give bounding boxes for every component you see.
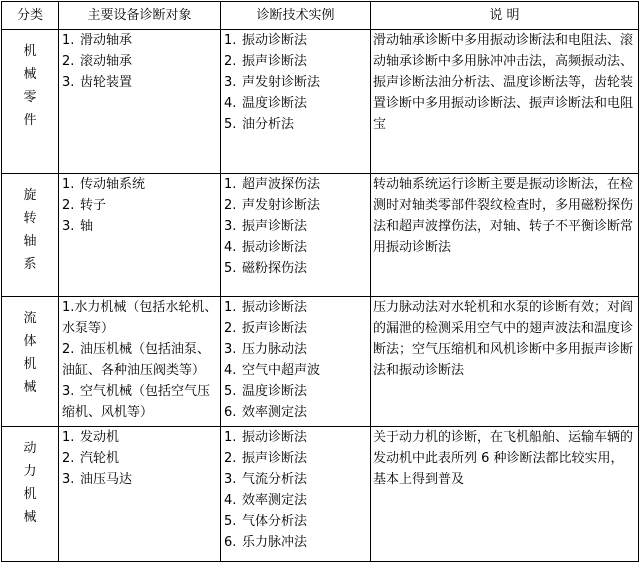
item-number: 2. bbox=[224, 54, 237, 69]
description-cell: 转动轴系统运行诊断主要是振动诊断法，在检测时对轴类零部件裂纹检查时，多用磁粉探伤法和超声波撑伤法，对轴、转子不平衡诊断常用振动诊断法 bbox=[371, 174, 639, 297]
list-item bbox=[224, 297, 370, 318]
list-item bbox=[224, 237, 370, 258]
list-item bbox=[62, 174, 220, 195]
item-number: 5. bbox=[224, 384, 237, 399]
category-char: 件 bbox=[23, 113, 37, 128]
list-item bbox=[62, 427, 220, 448]
item-number: 2. bbox=[62, 451, 75, 466]
category-char: 械 bbox=[23, 67, 37, 82]
item-number: 4. bbox=[224, 240, 237, 255]
list-item bbox=[224, 469, 370, 490]
table-row bbox=[2, 30, 639, 174]
category-cell bbox=[2, 174, 59, 297]
item-number: 3. bbox=[224, 75, 237, 90]
item-text: 声发射诊断法 bbox=[242, 75, 321, 90]
list-item bbox=[224, 532, 370, 553]
category-char: 械 bbox=[23, 380, 37, 395]
category-char: 体 bbox=[23, 334, 37, 349]
item-text: 压力脉动法 bbox=[242, 342, 308, 357]
list-item bbox=[62, 381, 220, 423]
header-category: 分类 bbox=[2, 2, 59, 30]
list-item bbox=[62, 339, 220, 381]
description-cell: 关于动力机的诊断，在飞机船舶、运输车辆的发动机中此表所列 6 种诊断法都比较实用，基本上得到普及 bbox=[371, 427, 639, 562]
objects-cell bbox=[59, 297, 221, 427]
item-text: 油分析法 bbox=[242, 117, 295, 132]
item-number: 1. bbox=[62, 430, 75, 445]
list-item bbox=[224, 427, 370, 448]
list-item bbox=[62, 469, 220, 490]
item-number: 4. bbox=[224, 363, 237, 378]
category-char: 机 bbox=[23, 44, 37, 59]
category-char: 机 bbox=[23, 357, 37, 372]
list-item bbox=[62, 448, 220, 469]
list-item bbox=[62, 72, 220, 93]
item-text: 振声诊断法 bbox=[242, 451, 308, 466]
list-item bbox=[224, 511, 370, 532]
item-text: 滑动轴承 bbox=[80, 33, 133, 48]
item-number: 3. bbox=[224, 342, 237, 357]
objects-cell bbox=[59, 30, 221, 174]
list-item bbox=[224, 448, 370, 469]
techniques-cell bbox=[221, 174, 371, 297]
item-text: 水力机械（包括水轮机、水泵等） bbox=[62, 300, 218, 336]
item-text: 汽轮机 bbox=[80, 451, 120, 466]
item-number: 2. bbox=[224, 321, 237, 336]
item-number: 6. bbox=[224, 535, 237, 550]
item-number: 5. bbox=[224, 117, 237, 132]
item-text: 振动诊断法 bbox=[242, 240, 308, 255]
item-text: 转子 bbox=[80, 198, 107, 213]
item-text: 扳声诊断法 bbox=[242, 321, 308, 336]
item-text: 发动机 bbox=[80, 430, 120, 445]
list-item bbox=[224, 93, 370, 114]
item-text: 油压机械（包括油泵、油缸、各种油压阀类等） bbox=[62, 342, 211, 378]
item-text: 效率测定法 bbox=[242, 493, 308, 508]
item-text: 超声波探伤法 bbox=[242, 177, 321, 192]
item-number: 1. bbox=[62, 300, 75, 315]
objects-cell bbox=[59, 174, 221, 297]
list-item bbox=[224, 258, 370, 279]
category-char: 轴 bbox=[23, 234, 37, 249]
objects-cell bbox=[59, 427, 221, 562]
item-number: 1. bbox=[224, 300, 237, 315]
item-number: 2. bbox=[62, 54, 75, 69]
item-text: 油压马达 bbox=[80, 472, 133, 487]
item-number: 1. bbox=[224, 33, 237, 48]
item-text: 乐力脉冲法 bbox=[242, 535, 308, 550]
list-item bbox=[224, 490, 370, 511]
item-number: 3. bbox=[62, 219, 75, 234]
list-item bbox=[224, 195, 370, 216]
list-item bbox=[62, 51, 220, 72]
techniques-cell bbox=[221, 297, 371, 427]
category-cell bbox=[2, 297, 59, 427]
item-number: 1. bbox=[62, 33, 75, 48]
category-char: 系 bbox=[23, 257, 37, 272]
diagnosis-table bbox=[1, 1, 639, 562]
item-number: 1. bbox=[224, 177, 237, 192]
item-number: 2. bbox=[224, 451, 237, 466]
list-item bbox=[224, 114, 370, 135]
techniques-cell bbox=[221, 30, 371, 174]
list-item bbox=[224, 402, 370, 423]
item-number: 4. bbox=[224, 96, 237, 111]
list-item bbox=[62, 30, 220, 51]
item-text: 温度诊断法 bbox=[242, 384, 308, 399]
header-objects: 主要设备诊断对象 bbox=[59, 2, 221, 30]
item-number: 2. bbox=[224, 198, 237, 213]
item-text: 磁粉探伤法 bbox=[242, 261, 308, 276]
item-number: 6. bbox=[224, 405, 237, 420]
item-number: 3. bbox=[62, 384, 75, 399]
item-number: 3. bbox=[224, 472, 237, 487]
list-item bbox=[224, 30, 370, 51]
category-char: 机 bbox=[23, 487, 37, 502]
item-text: 振声诊断法 bbox=[242, 219, 308, 234]
category-char: 力 bbox=[23, 464, 37, 479]
table-row bbox=[2, 427, 639, 562]
list-item bbox=[62, 297, 220, 339]
item-number: 1. bbox=[62, 177, 75, 192]
item-number: 5. bbox=[224, 514, 237, 529]
category-char: 动 bbox=[23, 441, 37, 456]
item-text: 空气中超声波 bbox=[242, 363, 321, 378]
list-item bbox=[224, 216, 370, 237]
item-number: 3. bbox=[62, 75, 75, 90]
item-text: 空气机械（包括空气压缩机、风机等） bbox=[62, 384, 211, 420]
item-number: 5. bbox=[224, 261, 237, 276]
item-text: 轴 bbox=[80, 219, 94, 234]
category-cell bbox=[2, 427, 59, 562]
item-text: 振声诊断法 bbox=[242, 54, 308, 69]
item-text: 滚动轴承 bbox=[80, 54, 133, 69]
item-text: 温度诊断法 bbox=[242, 96, 308, 111]
list-item bbox=[224, 174, 370, 195]
header-techniques: 诊断技术实例 bbox=[221, 2, 371, 30]
item-text: 振动诊断法 bbox=[242, 430, 308, 445]
category-char: 械 bbox=[23, 510, 37, 525]
item-number: 3. bbox=[62, 472, 75, 487]
list-item bbox=[224, 318, 370, 339]
item-text: 效率测定法 bbox=[242, 405, 308, 420]
table-row bbox=[2, 174, 639, 297]
header-description: 说 明 bbox=[371, 2, 639, 30]
list-item bbox=[224, 381, 370, 402]
category-char: 旋 bbox=[23, 188, 37, 203]
list-item bbox=[224, 72, 370, 93]
techniques-cell bbox=[221, 427, 371, 562]
item-number: 2. bbox=[62, 342, 75, 357]
item-number: 3. bbox=[224, 219, 237, 234]
list-item bbox=[224, 51, 370, 72]
list-item bbox=[224, 360, 370, 381]
description-cell: 滑动轴承诊断中多用振动诊断法和电阻法、滚动轴承诊断中多用脉冲冲击法，高频振动法、振声诊断法油分析法、温度诊断法等，齿轮装置诊断中多用振动诊断法、振声诊断法和电阻宝 bbox=[371, 30, 639, 174]
category-char: 转 bbox=[23, 211, 37, 226]
list-item bbox=[62, 195, 220, 216]
item-text: 气体分析法 bbox=[242, 514, 308, 529]
item-text: 传动轴系统 bbox=[80, 177, 146, 192]
category-char: 流 bbox=[23, 311, 37, 326]
item-text: 振动诊断法 bbox=[242, 300, 308, 315]
header-row bbox=[2, 2, 639, 30]
item-text: 振动诊断法 bbox=[242, 33, 308, 48]
item-number: 2. bbox=[62, 198, 75, 213]
description-cell: 压力脉动法对水轮机和水泵的诊断有效；对阎的漏泄的检测采用空气中的翅声波法和温度诊断法；空气压缩机和风机诊断中多用振声诊断法和振动诊断法 bbox=[371, 297, 639, 427]
item-number: 4. bbox=[224, 493, 237, 508]
item-number: 1. bbox=[224, 430, 237, 445]
table-row bbox=[2, 297, 639, 427]
item-text: 气流分析法 bbox=[242, 472, 308, 487]
list-item bbox=[224, 339, 370, 360]
item-text: 声发射诊断法 bbox=[242, 198, 321, 213]
category-char: 零 bbox=[23, 90, 37, 105]
item-text: 齿轮装置 bbox=[80, 75, 133, 90]
list-item bbox=[62, 216, 220, 237]
category-cell bbox=[2, 30, 59, 174]
